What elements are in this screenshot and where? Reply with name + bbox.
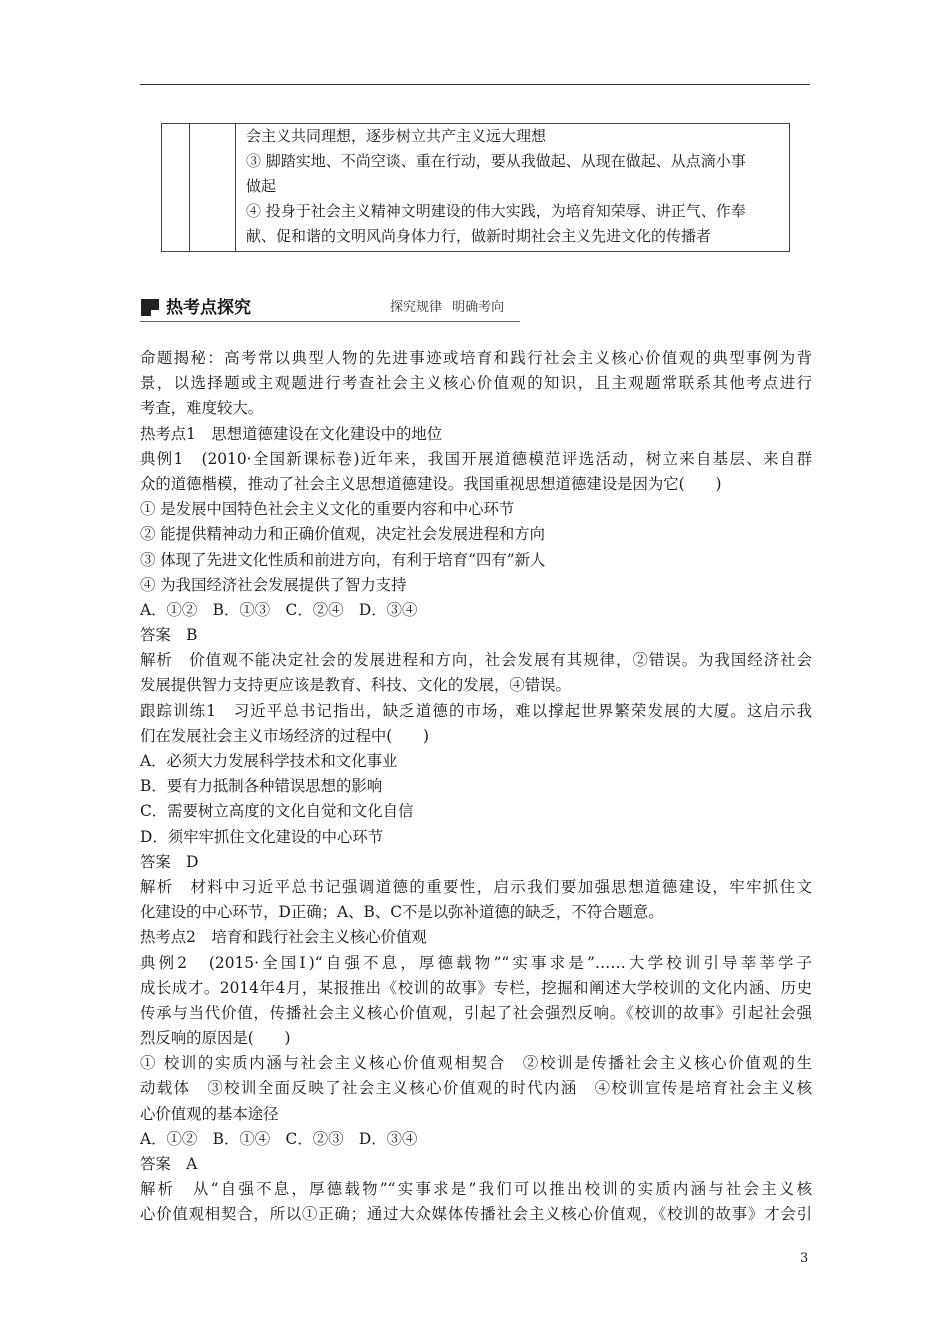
option-line: A．必须大力发展科学技术和文化事业 (140, 752, 398, 770)
table-line: 会主义共同理想，逐步树立共产主义远大理想 (246, 127, 547, 145)
text-line: 景，以选择题或主观题进行考查社会主义核心价值观的知识，且主观题常联系其他考点进行 (140, 374, 812, 393)
continued-table (161, 123, 790, 252)
text-line: 们在发展社会主义市场经济的过程中( ) (140, 726, 430, 745)
table-content-cell (236, 124, 789, 251)
text-line: 心价值观相契合，所以①正确；通过大众媒体传播社会主义核心价值观，《校训的故事》才会引 (140, 1205, 812, 1224)
text-line: 命题揭秘：高考常以典型人物的先进事迹或培育和践行社会主义核心价值观的典型事例为背 (140, 349, 812, 367)
option-line: C．需要树立高度的文化自觉和文化自信 (140, 802, 414, 821)
table-column-1 (162, 124, 190, 251)
text-line: 传承与当代价值，传播社会主义核心价值观，引起了社会强烈反响。《校训的故事》引起社会强 (140, 1003, 812, 1022)
text-line: 心价值观的基本途径 (140, 1104, 279, 1123)
text-line: 跟踪训练1 习近平总书记指出，缺乏道德的市场，难以撑起世界繁荣发展的大厦。这启示我 (140, 701, 812, 720)
text-line: 考查，难度较大。 (140, 399, 264, 418)
option-line: B．要有力抵制各种错误思想的影响 (140, 777, 383, 796)
hot-point-heading: 热考点1 思想道德建设在文化建设中的地位 (140, 424, 443, 443)
option-line: ① 是发展中国特色社会主义文化的重要内容和中心环节 (140, 500, 515, 519)
option-line: ② 能提供精神动力和正确价值观，决定社会发展进程和方向 (140, 525, 546, 544)
table-line: ④ 投身于社会主义精神文明建设的伟大实践，为培育知荣辱、讲正气、作奉 (246, 202, 746, 220)
text-line: 典例1 (2010·全国新课标卷)近年来，我国开展道德模范评选活动，树立来自基层、来自群 (140, 449, 812, 468)
section-subtitle: 探究规律 明确考向 (390, 300, 505, 315)
text-line: 典例2 (2015·全国Ⅰ)“自强不息，厚德载物”“实事求是”……大学校训引导莘莘学子 (140, 953, 812, 972)
table-line: ③ 脚踏实地、不尚空谈、重在行动，要从我做起、从现在做起、从点滴小事 (246, 152, 746, 170)
text-line: 解析 价值观不能决定社会的发展进程和方向，社会发展有其规律，②错误。为我国经济社会 (140, 651, 812, 670)
section-header (140, 296, 520, 322)
text-line: 解析 从“自强不息，厚德载物”“实事求是”我们可以推出校训的实质内涵与社会主义核 (140, 1180, 812, 1199)
section-block-icon (141, 299, 159, 316)
text-line: 解析 材料中习近平总书记强调道德的重要性，启示我们要加强思想道德建设，牢牢抓住文 (140, 877, 812, 896)
page-number: 3 (800, 1251, 809, 1266)
text-line: 动载体 ③校训全面反映了社会主义核心价值观的时代内涵 ④校训宣传是培育社会主义核 (140, 1079, 812, 1098)
option-line: ③ 体现了先进文化性质和前进方向，有利于培育“四有”新人 (140, 550, 546, 569)
body-text (140, 346, 812, 1228)
section-title: 热考点探究 (166, 298, 251, 318)
table-line: 献、促和谐的文明风尚身体力行，做新时期社会主义先进文化的传播者 (246, 227, 712, 245)
choices-line: A．①② B．①③ C．②④ D．③④ (140, 600, 418, 619)
header-rule (140, 84, 810, 85)
option-line: D．须牢牢抓住文化建设的中心环节 (140, 827, 384, 846)
table-column-2 (190, 124, 236, 251)
hot-point-heading: 热考点2 培育和践行社会主义核心价值观 (140, 928, 427, 947)
section-rule (140, 321, 520, 322)
answer-line: 答案 A (140, 1155, 198, 1173)
answer-line: 答案 B (140, 626, 198, 645)
text-line: ① 校训的实质内涵与社会主义核心价值观相契合 ②校训是传播社会主义核心价值观的生 (140, 1054, 812, 1073)
option-line: ④ 为我国经济社会发展提供了智力支持 (140, 575, 407, 594)
choices-line: A．①② B．①④ C．②③ D．③④ (140, 1129, 418, 1148)
text-line: 烈反响的原因是( ) (140, 1029, 291, 1048)
text-line: 成长成才。2014年4月，某报推出《校训的故事》专栏，挖掘和阐述大学校训的文化内涵、历史 (140, 978, 812, 997)
text-line: 化建设的中心环节，D正确；A、B、C不是以弥补道德的缺乏，不符合题意。 (140, 903, 664, 922)
table-line: 做起 (246, 177, 277, 195)
answer-line: 答案 D (140, 852, 199, 871)
text-line: 众的道德楷模，推动了社会主义思想道德建设。我国重视思想道德建设是因为它( ) (140, 474, 722, 493)
text-line: 发展提供智力支持更应该是教育、科技、文化的发展，④错误。 (140, 676, 571, 695)
